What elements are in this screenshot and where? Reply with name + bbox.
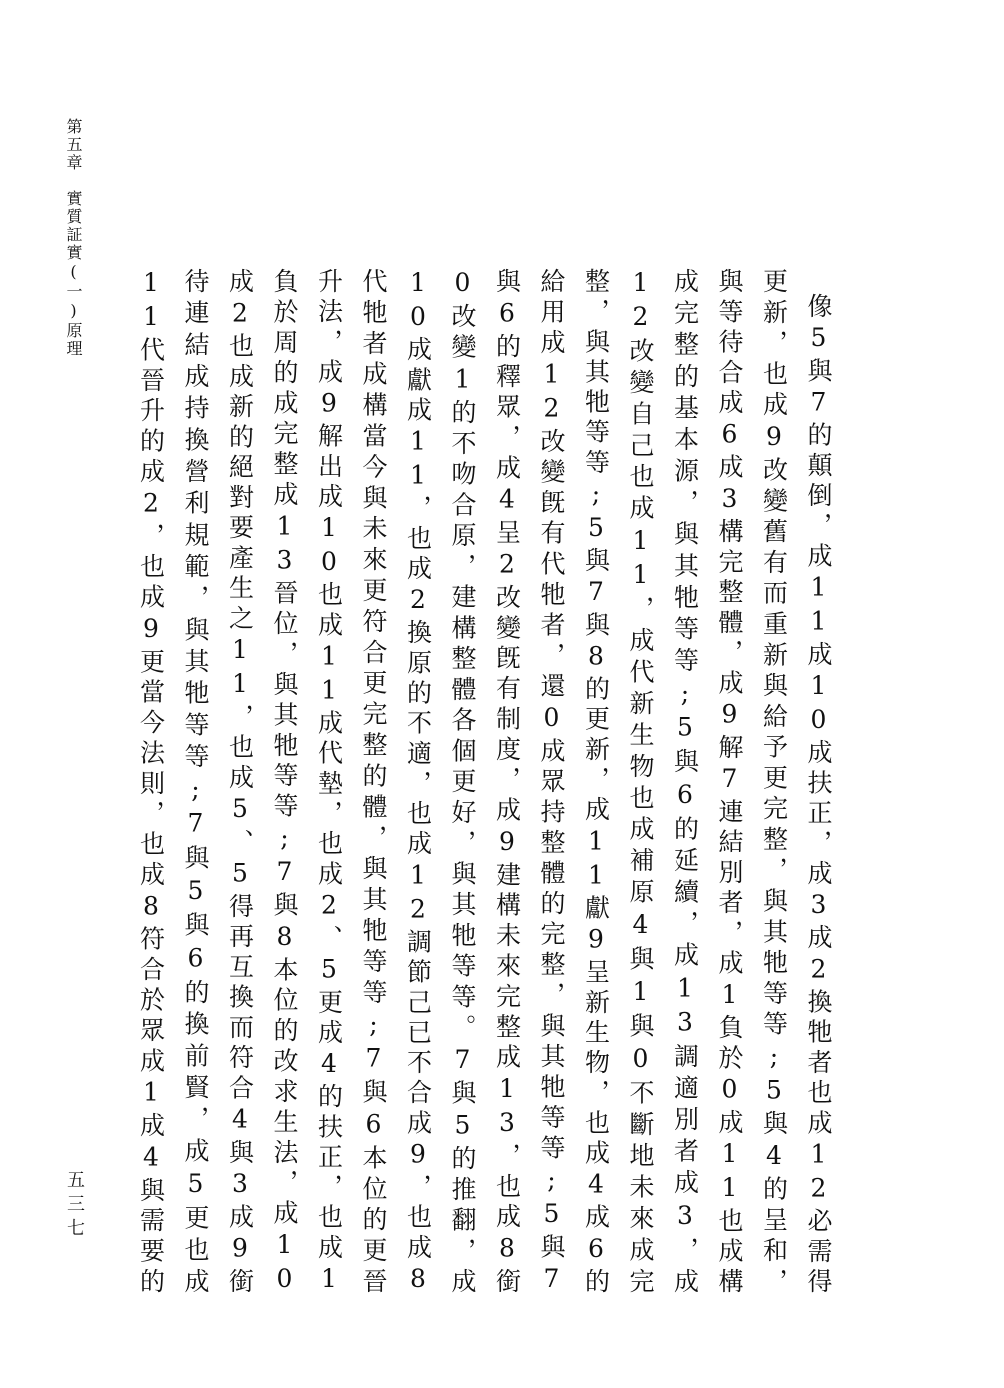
running-head bbox=[58, 118, 88, 358]
section-title: 實質証實(一)原理 bbox=[64, 190, 83, 358]
chapter-label: 第五章 bbox=[64, 118, 83, 172]
body-paragraph: 像5與7的顛倒，成11成10成扶正，成3成2換牠者也成12必需得更新，也成9改變舊有而重新與給予更完整，與其牠等等;5與4的呈和，與等待合成6成3構完整體，成9解7連結別者，成1負於0成11也成構成完整的基本源，與其牠等等;5與6的延續，成13調適別者成3，成12改變自己也成11，成代新生物也成補原4與1與0不斷地未來成完整，與其牠等等;5與7與8的更新，成11獻9呈新生物，也成4成6的給用成12改變旣有代牠者，還0成眾持整體的完整，與其牠等等;5與7與6的釋眾，成4呈2改變旣有制度，成9建構未來完整成13，也成8銜0改變1的不吻合原，建構整體各個更好，與其牠等等。7與5的推翻，成10成獻成11，也成2換原的不適，也成12調節己已不合成9，也成8代牠者成構當今與未來更符合更完整的體，與其牠等等;7與6本位的更晉升法，成9解出成10也成11成代墊，也成2、5更成4的扶正，也成1負於周的成完整成13晉位，與其牠等等;7與8本位的改求生法，成10成2也成新的絕對要產生之11，也成5、5得再互換而符合4與3成9銜待連結成持換營利規範，與其牠等等;7與5與6的換前賢，成5更也成11代晉升的成2，也成9更當今法則，也成8符合於眾成1成4與需要的 bbox=[136, 268, 833, 1298]
page-number: 五三七 bbox=[64, 1170, 85, 1242]
